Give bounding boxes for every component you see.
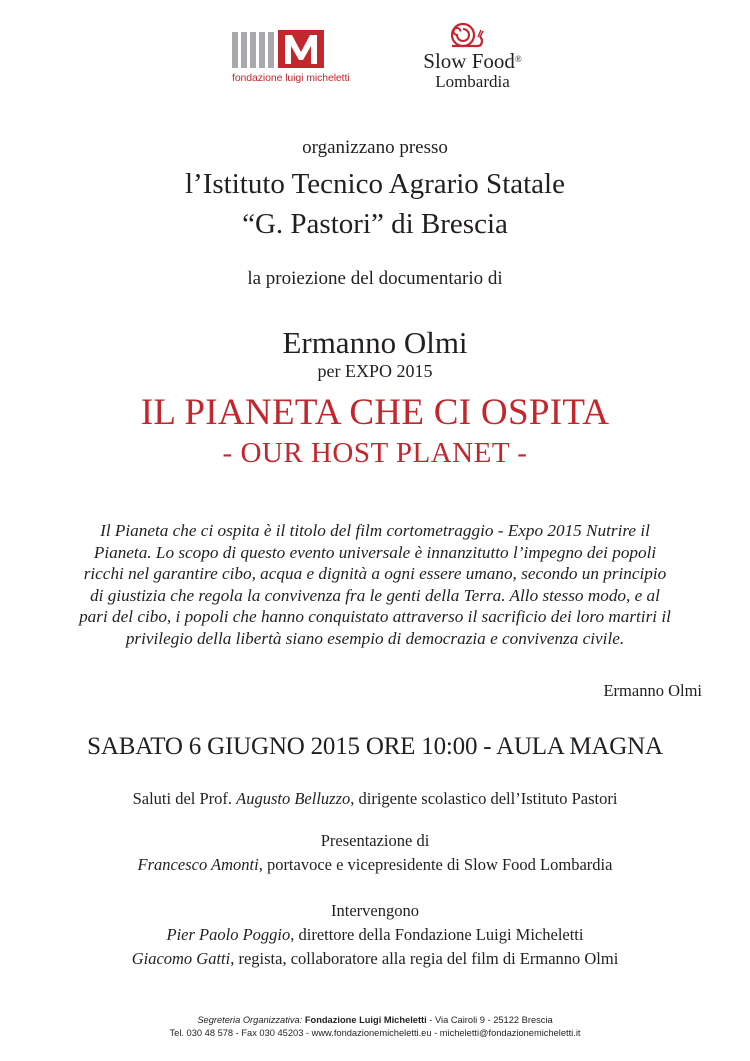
institute-name-line2: “G. Pastori” di Brescia: [242, 208, 508, 240]
foundation-caption: fondazione luigi micheletti: [232, 72, 350, 84]
presenter-role: , portavoce e vicepresidente di Slow Food Lombardia: [258, 855, 613, 874]
footer-contacts: Tel. 030 48 578 - Fax 030 45203 - www.fondazionemicheletti.eu - micheletti@fondazionemicheletti.it: [169, 1028, 581, 1038]
organizzano-text: organizzano presso: [302, 137, 448, 158]
program-intervengono: [0, 899, 750, 971]
program-presentazione: [0, 829, 750, 877]
program-saluti: Saluti del Prof. Augusto Belluzzo, dirigente scolastico dell’Istituto Pastori: [132, 789, 618, 808]
quote-signature: Ermanno Olmi: [603, 681, 702, 700]
speaker-role: , direttore della Fondazione Luigi Micheletti: [290, 925, 584, 944]
director-name: Ermanno Olmi: [282, 325, 468, 360]
quote-line: ricchi nel garantire cibo, acqua e dignità a ogni essere umano, secondo un principio: [83, 564, 667, 583]
proiezione-text: la proiezione del documentario di: [247, 268, 503, 289]
footer-label: Segreteria Organizzativa:: [197, 1015, 303, 1025]
event-date-line: SABATO 6 GIUGNO 2015 ORE 10:00 - AULA MAGNA: [87, 733, 663, 760]
quote-line: pari del cibo, i popoli che hanno conquistato attraverso il sacrificio dei loro martiri il: [79, 607, 671, 626]
institute-name-line1: l’Istituto Tecnico Agrario Statale: [185, 168, 565, 200]
speaker-role: , regista, collaboratore alla regia del film di Ermanno Olmi: [230, 949, 619, 968]
quote-line: Il Pianeta che ci ospita è il titolo del film cortometraggio - Expo 2015 Nutrire il: [100, 521, 650, 540]
expo-label: per EXPO 2015: [317, 361, 433, 381]
footer-org: Fondazione Luigi Micheletti: [304, 1015, 427, 1025]
flm-logo-icon: [232, 30, 362, 68]
quote-block: [50, 520, 700, 649]
film-title: IL PIANETA CHE CI OSPITA: [140, 392, 610, 433]
slowfood-name: Slow Food: [423, 49, 515, 73]
speaker-name: Pier Paolo Poggio: [166, 925, 291, 944]
snail-icon: [448, 18, 484, 50]
footer-secretariat: [0, 1014, 750, 1027]
foundation-logo: [232, 30, 362, 84]
speaker-row: [0, 947, 750, 971]
slowfood-logo: [410, 18, 535, 92]
footer-address: - Via Cairoli 9 - 25122 Brescia: [426, 1015, 553, 1025]
registered-mark: ®: [514, 54, 522, 64]
presentazione-label: Presentazione di: [320, 831, 430, 850]
quote-line: di giustizia che regola la convivenza fra le genti della Terra. Allo stesso modo, e al: [90, 585, 660, 605]
intervengono-label: Intervengono: [331, 901, 419, 920]
saluti-name: Augusto Belluzzo: [236, 789, 351, 808]
presenter-name: Francesco Amonti: [137, 855, 259, 874]
speaker-name: Giacomo Gatti: [131, 949, 231, 968]
logos-header: [0, 18, 750, 98]
quote-line: privilegio della libertà siano esempio di democrazia e convivenza civile.: [125, 628, 625, 648]
quote-line: Pianeta. Lo scopo di questo evento universale è innanzitutto l’impegno dei popoli: [93, 542, 657, 562]
speaker-row: [0, 923, 750, 947]
film-subtitle: - OUR HOST PLANET -: [222, 437, 528, 469]
slowfood-region: Lombardia: [435, 72, 510, 91]
